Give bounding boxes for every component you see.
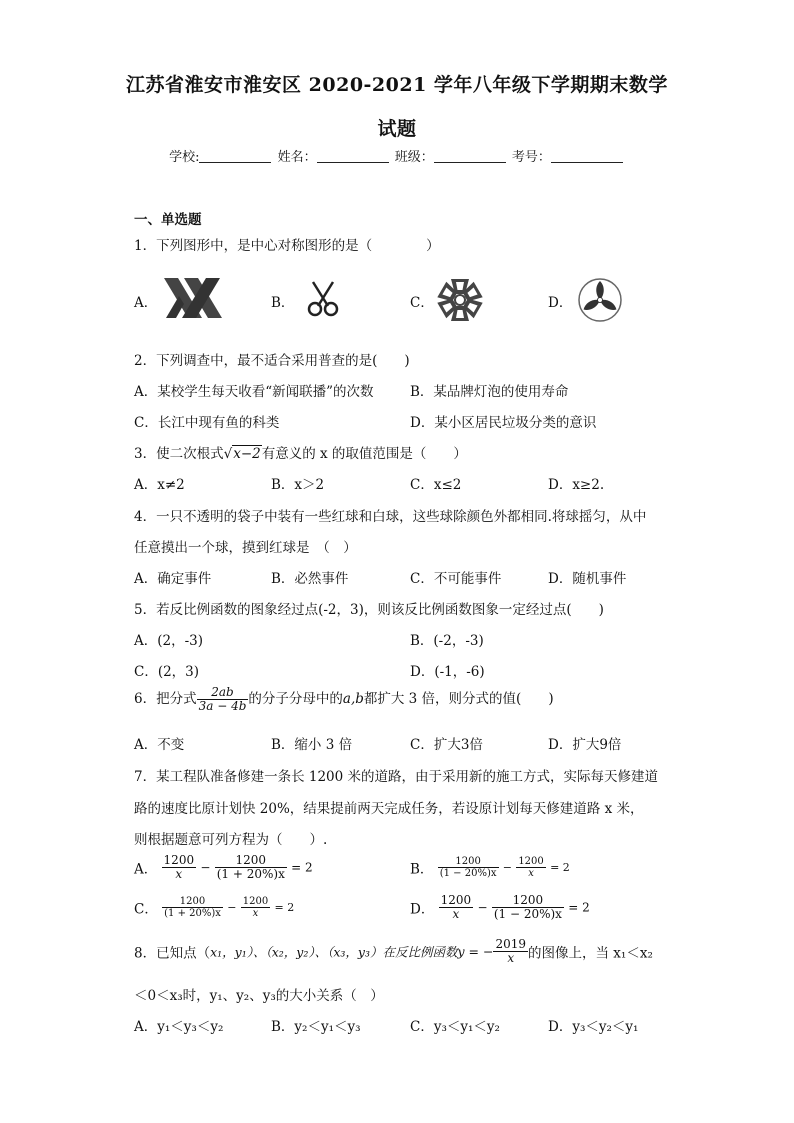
q7-d-den1: x (452, 907, 460, 922)
q6-option-d: D．扩大9倍 (548, 737, 622, 753)
q8-denominator: x (507, 951, 515, 966)
q6-numerator: 2ab (197, 686, 249, 700)
class-blank[interactable] (434, 148, 506, 163)
q7-stem-line2: 路的速度比原计划快 20%，结果提前两天完成任务，若设原计划每天修建道路 x 米， (134, 801, 644, 817)
name-blank[interactable] (317, 148, 389, 163)
q3-stem-pre: 3．使二次根式 (134, 446, 224, 462)
q7-d-num1: 1200 (440, 893, 472, 907)
q3-option-a: A．x≠2 (134, 477, 185, 493)
q7-b-den1: (1 − 20%)x (439, 868, 497, 879)
q3-option-c: C．x≤2 (410, 477, 462, 493)
q7-c-den2: x (252, 908, 259, 919)
q4-stem-line1: 4．一只不透明的袋子中装有一些红球和白球，这些球除颜色外都相同.将球摇匀，从中 (134, 509, 647, 525)
q4-option-b: B．必然事件 (271, 571, 349, 587)
q7-a-num1: 1200 (163, 853, 195, 867)
q2-option-a: A．某校学生每天收看“新闻联播”的次数 (134, 384, 374, 400)
q4-option-d: D．随机事件 (548, 571, 627, 587)
q1-option-b-label: B． (271, 295, 295, 311)
q7-c-den1: (1 + 20%)x (164, 908, 221, 919)
class-label: 班级： (394, 150, 434, 165)
q7-b-eq: = 2 (550, 861, 570, 874)
q2-option-d: D．某小区居民垃圾分类的意识 (410, 415, 597, 431)
q3-option-d: D．x≥2. (548, 477, 605, 493)
q7-a-eq: = 2 (291, 860, 313, 875)
q6-denominator: 3a − 4b (198, 699, 247, 714)
q8-stem-pre: 8．已知点（ (134, 945, 211, 962)
overlapping-x-logo-icon (162, 276, 224, 320)
q7-a-num2: 1200 (215, 854, 287, 868)
q4-option-a: A．确定事件 (134, 571, 212, 587)
q7-b-num1: 1200 (438, 856, 499, 868)
q1-option-a-label: A． (134, 295, 158, 311)
q7-option-c (134, 896, 294, 919)
q7-c-frac1 (162, 896, 223, 919)
q8-points: x₁，y₁）、（x₂，y₂）、（x₃，y₃）在反比例函数 (210, 944, 458, 960)
exam-no-blank[interactable] (551, 148, 623, 163)
three-blade-circle-icon (577, 277, 623, 323)
q7-stem-line1: 7．某工程队准备修建一条长 1200 米的道路，由于采用新的施工方式，实际每天修建道 (134, 769, 659, 785)
q8-stem-post: 的图像上，当 x₁＜x₂ (528, 945, 653, 962)
q6-option-b: B．缩小 3 倍 (271, 737, 353, 753)
q5-option-b: B．(-2，-3) (410, 633, 484, 649)
doc-title-line1: 江苏省淮安市淮安区 2020-2021 学年八年级下学期期末数学 (126, 74, 668, 96)
q8-stem-line2: ＜0＜x₃时，y₁、y₂、y₃的大小关系（ ） (134, 988, 384, 1004)
q6-stem-pre: 6．把分式 (134, 691, 197, 708)
q2-stem: 2．下列调查中，最不适合采用普查的是( ) (134, 353, 410, 369)
q5-option-c: C．(2，3) (134, 664, 200, 680)
q7-d-frac2 (492, 894, 564, 921)
q6-stem-mid: 的分子分母中的 (248, 691, 343, 708)
q7-b-den2: x (528, 868, 534, 879)
q3-radicand: x−2 (233, 446, 261, 462)
q6-vars: a,b (342, 691, 364, 708)
q7-a-frac2 (215, 854, 287, 881)
q7-a-den1: x (175, 867, 183, 882)
name-label: 姓名： (277, 150, 317, 165)
q8-func-y: y = − (457, 944, 494, 960)
q8-stem-line1 (134, 938, 653, 965)
school-blank[interactable] (199, 148, 271, 163)
q8-option-c: C．y₃＜y₁＜y₂ (410, 1019, 500, 1035)
q8-option-b: B．y₂＜y₁＜y₃ (271, 1019, 361, 1035)
q7-c-num1: 1200 (162, 896, 223, 908)
q7-d-eq: = 2 (568, 900, 590, 915)
q7-b-minus: − (502, 861, 513, 874)
q7-b-frac2 (516, 856, 545, 879)
q7-a-minus: − (200, 860, 211, 875)
q8-numerator: 2019 (495, 937, 527, 951)
q7-c-eq: = 2 (274, 901, 295, 914)
q8-fraction (493, 938, 528, 965)
q6-stem-post: 都扩大 3 倍，则分式的值( ) (363, 691, 554, 708)
q2-option-c: C．长江中现有鱼的科类 (134, 415, 280, 431)
q6-fraction (197, 686, 249, 713)
q7-stem-line3: 则根据题意可列方程为（ ）. (134, 832, 328, 848)
q5-option-a: A．(2，-3) (134, 633, 204, 649)
q7-c-label: C． (134, 901, 158, 918)
q7-b-num2: 1200 (518, 856, 544, 867)
q5-option-d: D．(-1，-6) (410, 664, 485, 680)
q7-a-den2: (1 + 20%)x (216, 867, 285, 882)
q8-option-a: A．y₁＜y₃＜y₂ (134, 1019, 224, 1035)
q8-option-d: D．y₃＜y₂＜y₁ (548, 1019, 639, 1035)
sqrt-expression: √x−2 (223, 446, 261, 462)
q7-a-frac1 (162, 854, 197, 881)
q7-c-minus: − (227, 901, 237, 914)
q7-option-d (410, 894, 590, 921)
q7-a-label: A． (134, 861, 158, 878)
student-info-row (0, 146, 794, 165)
q3-option-b: B．x＞2 (271, 477, 325, 493)
q1-stem: 1．下列图形中，是中心对称图形的是（ ） (134, 238, 440, 254)
q5-stem: 5．若反比例函数的图象经过点(-2，3)，则该反比例函数图象一定经过点( ) (134, 602, 604, 618)
doc-title-line2: 试题 (377, 118, 417, 140)
school-label: 学校: (169, 150, 200, 165)
q7-option-a (134, 854, 313, 881)
six-petal-flower-icon (436, 276, 484, 324)
q7-d-den2: (1 − 20%)x (493, 907, 562, 922)
q7-d-num2: 1200 (492, 894, 564, 908)
q6-stem (134, 686, 554, 713)
q4-option-c: C．不可能事件 (410, 571, 502, 587)
q7-option-b (410, 856, 570, 879)
q6-option-c: C．扩大3倍 (410, 737, 483, 753)
section-heading: 一、单选题 (134, 212, 202, 228)
q3-stem (134, 442, 467, 462)
q7-c-num2: 1200 (242, 896, 269, 907)
q7-d-frac1 (439, 894, 474, 921)
q7-d-minus: − (477, 900, 488, 915)
q7-d-label: D． (410, 901, 435, 918)
q1-option-d-label: D． (548, 295, 573, 311)
q1-option-c-label: C． (410, 295, 434, 311)
q7-c-frac2 (241, 896, 270, 919)
q3-stem-post: 有意义的 x 的取值范围是（ ） (261, 446, 467, 462)
q2-option-b: B．某品牌灯泡的使用寿命 (410, 384, 569, 400)
q7-b-frac1 (438, 856, 499, 879)
exam-no-label: 考号： (511, 150, 551, 165)
q6-option-a: A．不变 (134, 737, 185, 753)
scissors-icon (304, 280, 342, 318)
q7-b-label: B． (410, 861, 434, 878)
q4-stem-line2: 任意摸出一个球，摸到红球是 （ ） (134, 540, 357, 556)
